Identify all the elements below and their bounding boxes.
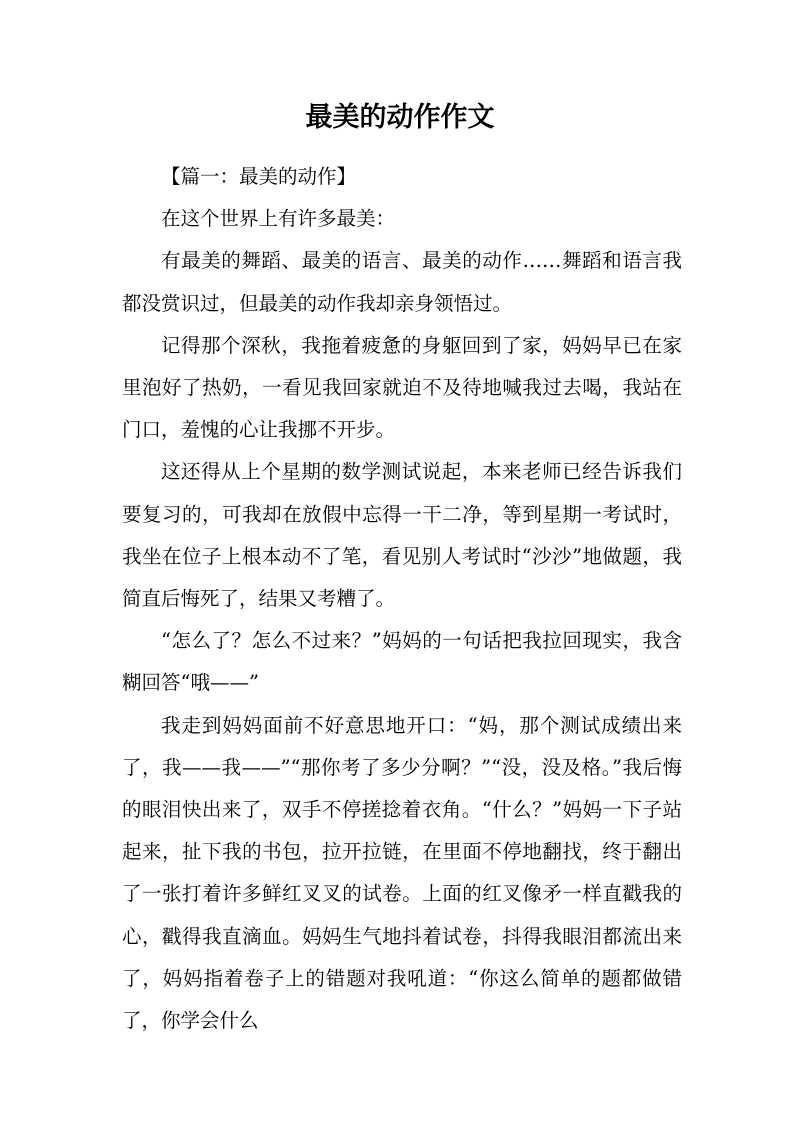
paragraph: 【篇一：最美的动作】 (161, 165, 357, 188)
document-body (122, 156, 682, 1042)
paragraph: “怎么了？怎么不过来？”妈妈的一句话把我拉回现实，我含糊回答“哦——” (122, 629, 682, 695)
document-title: 最美的动作作文 (305, 102, 495, 133)
paragraph: 我走到妈妈面前不好意思地开口：“妈，那个测试成绩出来了，我——我——”“那你考了多少分啊？”“没，没及格。”我后悔的眼泪快出来了，双手不停搓捻着衣角。“什么？”妈妈一下子站起来，扯下我的书包，拉开拉链，在里面不停地翻找，终于翻出了一张打着许多鲜红叉叉的试卷。上面的红叉像矛一样直戳我的心，戳得我直滴血。妈妈生气地抖着试卷，抖得我眼泪都流出来了，妈妈指着卷子上的错题对我吼道：“你这么简单的题都做错了，你学会什么 (122, 713, 682, 1033)
paragraph: 有最美的舞蹈、最美的语言、最美的动作……舞蹈和语言我都没赏识过，但最美的动作我却亲身领悟过。 (122, 249, 682, 315)
paragraph: 记得那个深秋，我拖着疲惫的身躯回到了家，妈妈早已在家里泡好了热奶，一看见我回家就迫不及待地喊我过去喝，我站在门口，羞愧的心让我挪不开步。 (122, 333, 682, 442)
paragraph: 在这个世界上有许多最美： (161, 207, 396, 231)
paragraph: 这还得从上个星期的数学测试说起，本来老师已经告诉我们要复习的，可我却在放假中忘得一干二净，等到星期一考试时，我坐在位子上根本动不了笔，看见别人考试时“沙沙”地做题，我简直后悔死了，结果又考糟了。 (122, 460, 682, 611)
